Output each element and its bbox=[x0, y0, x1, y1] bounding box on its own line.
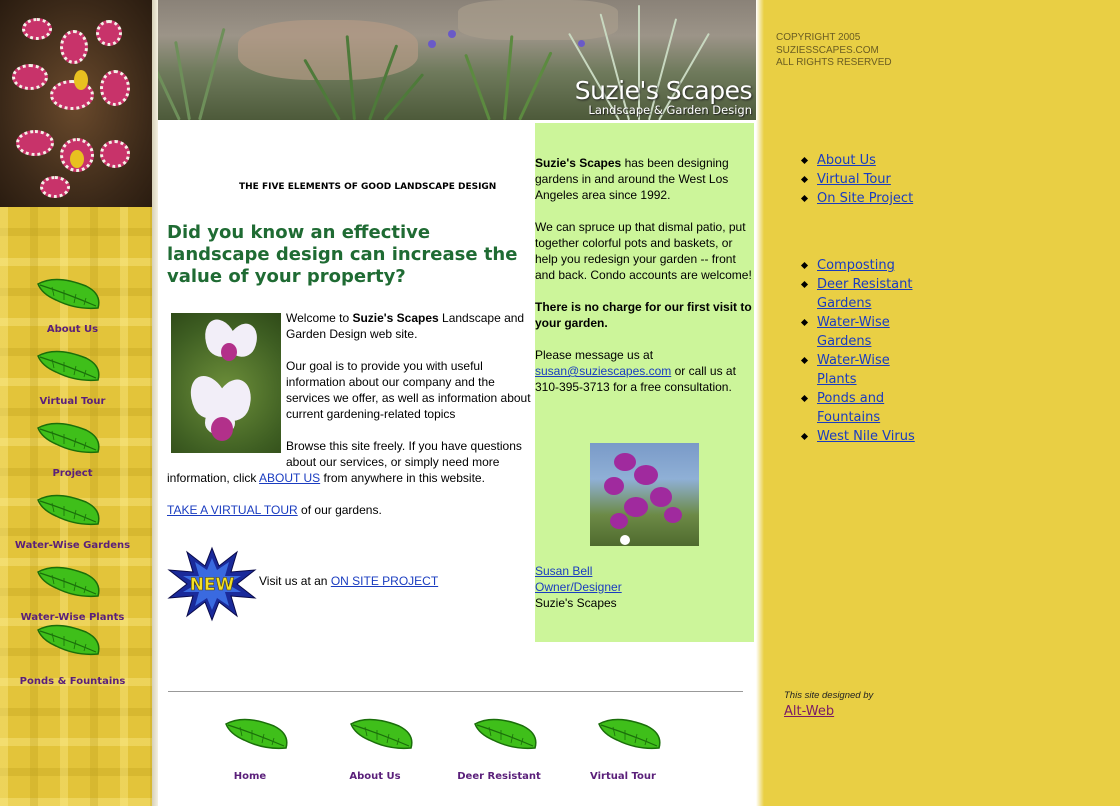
bottom-nav-label[interactable]: Deer Resistant bbox=[457, 771, 541, 782]
diamond-bullet-icon bbox=[801, 395, 808, 402]
leaf-icon[interactable] bbox=[349, 716, 415, 752]
left-nav-label[interactable]: Water-Wise Plants bbox=[20, 612, 125, 623]
leaf-icon[interactable] bbox=[36, 276, 102, 312]
bottom-nav-label[interactable]: Home bbox=[233, 771, 267, 782]
ponds-fountains-link[interactable]: Ponds and Fountains bbox=[817, 391, 885, 425]
new-badge-text: NEW bbox=[189, 575, 235, 595]
diamond-bullet-icon bbox=[801, 195, 808, 202]
bottom-nav-home[interactable] bbox=[200, 716, 300, 796]
about-panel-text bbox=[535, 155, 754, 411]
left-nav-label[interactable]: About Us bbox=[46, 324, 99, 335]
header-banner bbox=[158, 0, 756, 120]
browse-post: from anywhere in this website. bbox=[320, 471, 485, 485]
virtual-tour-link[interactable]: Virtual Tour bbox=[817, 172, 891, 187]
intro-paragraph bbox=[535, 155, 754, 203]
left-nav-ponds-fountains[interactable] bbox=[0, 630, 152, 702]
divider bbox=[168, 691, 743, 692]
about-panel bbox=[535, 123, 754, 642]
left-nav-project[interactable] bbox=[0, 414, 152, 486]
left-nav-label[interactable]: Ponds & Fountains bbox=[19, 676, 126, 687]
left-nav-label[interactable]: Project bbox=[52, 468, 93, 479]
leaf-icon[interactable] bbox=[36, 622, 102, 658]
copyright-line: COPYRIGHT 2005 bbox=[776, 32, 861, 43]
water-wise-plants-link[interactable]: Water-Wise Plants bbox=[817, 353, 890, 387]
left-nav-virtual-tour[interactable] bbox=[0, 342, 152, 414]
goal-paragraph: Our goal is to provide you with useful information about our company and the services we offer, as well as information about current gardening-related topics bbox=[286, 359, 531, 421]
signature-company: Suzie's Scapes bbox=[535, 596, 617, 610]
leaf-icon[interactable] bbox=[36, 564, 102, 600]
diamond-bullet-icon bbox=[801, 433, 808, 440]
welcome-company: Suzie's Scapes bbox=[352, 311, 439, 325]
orchid-photo bbox=[0, 0, 152, 207]
bottom-nav-deer-resistant[interactable] bbox=[449, 716, 549, 796]
leaf-icon[interactable] bbox=[36, 492, 102, 528]
new-starburst-icon[interactable] bbox=[167, 546, 257, 622]
primary-links bbox=[800, 151, 930, 208]
bottom-nav-label[interactable]: Virtual Tour bbox=[590, 771, 656, 782]
diamond-bullet-icon bbox=[801, 262, 808, 269]
copyright-notice bbox=[776, 32, 892, 70]
bottom-nav bbox=[188, 716, 708, 796]
list-item bbox=[800, 313, 930, 351]
email-link[interactable]: susan@suziescapes.com bbox=[535, 364, 672, 378]
leaf-icon[interactable] bbox=[597, 716, 663, 752]
owner-name-link[interactable]: Susan Bell bbox=[535, 564, 593, 578]
deer-resistant-link[interactable]: Deer Resistant Gardens bbox=[817, 277, 913, 311]
page-headline: Did you know an effective landscape design can increase the value of your property? bbox=[167, 222, 518, 287]
list-item bbox=[800, 170, 930, 189]
left-sidebar bbox=[0, 0, 152, 806]
browse-pre: Browse this site freely. If you have questions about our services, or simply need more information, click bbox=[167, 439, 522, 485]
bottom-nav-virtual-tour[interactable] bbox=[573, 716, 673, 796]
list-item bbox=[800, 151, 930, 170]
topic-links bbox=[800, 256, 930, 446]
welcome-post: Landscape and Garden Design web site. bbox=[286, 311, 525, 341]
contact-post: or call us at 310-395-3713 for a free consultation. bbox=[535, 364, 736, 394]
contact-paragraph bbox=[535, 347, 754, 395]
west-nile-virus-link[interactable]: West Nile Virus bbox=[817, 429, 915, 444]
water-wise-gardens-link[interactable]: Water-Wise Gardens bbox=[817, 315, 890, 349]
left-nav bbox=[0, 270, 152, 702]
owner-title-link[interactable]: Owner/Designer bbox=[535, 580, 622, 594]
company-name: Suzie's Scapes bbox=[535, 156, 622, 170]
list-item bbox=[800, 351, 930, 389]
diamond-bullet-icon bbox=[801, 176, 808, 183]
composting-link[interactable]: Composting bbox=[817, 258, 895, 273]
purple-orchid-photo bbox=[590, 443, 699, 546]
diamond-bullet-icon bbox=[801, 281, 808, 288]
copyright-line: SUZIESSCAPES.COM bbox=[776, 44, 879, 56]
no-charge-paragraph bbox=[535, 299, 754, 331]
left-nav-water-wise-plants[interactable] bbox=[0, 558, 152, 630]
list-item bbox=[800, 427, 930, 446]
list-item bbox=[800, 275, 930, 313]
signature-block bbox=[535, 563, 622, 611]
tour-post: of our gardens. bbox=[297, 503, 382, 517]
services-paragraph: We can spruce up that dismal patio, put together colorful pots and baskets, or help you redesign your garden -- front and back. Condo accounts are welcome! bbox=[535, 220, 752, 282]
welcome-pre: Welcome to bbox=[286, 311, 353, 325]
diamond-bullet-icon bbox=[801, 319, 808, 326]
leaf-icon[interactable] bbox=[36, 420, 102, 456]
leaf-icon[interactable] bbox=[224, 716, 290, 752]
visit-text bbox=[259, 574, 438, 588]
virtual-tour-link[interactable]: TAKE A VIRTUAL TOUR bbox=[167, 503, 298, 517]
column-shadow bbox=[756, 0, 764, 806]
copyright-line: ALL RIGHTS RESERVED bbox=[776, 57, 892, 68]
leaf-icon[interactable] bbox=[36, 348, 102, 384]
on-site-project-link[interactable]: On Site Project bbox=[817, 191, 914, 206]
site-subtitle: Landscape & Garden Design bbox=[588, 103, 752, 117]
left-nav-label[interactable]: Virtual Tour bbox=[39, 396, 106, 407]
right-sidebar bbox=[756, 0, 1120, 806]
about-us-link[interactable]: ABOUT US bbox=[259, 471, 321, 485]
contact-pre: Please message us at bbox=[535, 348, 654, 362]
list-item bbox=[800, 389, 930, 427]
list-item bbox=[800, 256, 930, 275]
tour-paragraph bbox=[167, 502, 533, 518]
white-orchid-photo bbox=[171, 313, 281, 453]
intro-text bbox=[167, 310, 533, 534]
bottom-nav-about-us[interactable] bbox=[325, 716, 425, 796]
visit-pre: Visit us at an bbox=[259, 574, 331, 588]
left-nav-about-us[interactable] bbox=[0, 270, 152, 342]
diamond-bullet-icon bbox=[801, 157, 808, 164]
left-nav-water-wise-gardens[interactable] bbox=[0, 486, 152, 558]
bottom-nav-label[interactable]: About Us bbox=[349, 771, 401, 782]
leaf-icon[interactable] bbox=[473, 716, 539, 752]
no-charge-text: There is no charge for our first visit to your garden. bbox=[535, 300, 752, 330]
site-title: Suzie's Scapes bbox=[574, 76, 752, 105]
section-heading: THE FIVE ELEMENTS OF GOOD LANDSCAPE DESIGN bbox=[239, 182, 497, 192]
diamond-bullet-icon bbox=[801, 357, 808, 364]
intro-rest: has been designing gardens in and around the West Los Angeles area since 1992. bbox=[535, 156, 729, 202]
left-nav-label[interactable]: Water-Wise Gardens bbox=[14, 540, 131, 551]
about-us-link[interactable]: About Us bbox=[817, 153, 876, 168]
designer-link[interactable]: Alt-Web bbox=[784, 704, 835, 719]
on-site-project-link[interactable]: ON SITE PROJECT bbox=[330, 574, 439, 588]
designed-by-text: This site designed by bbox=[784, 690, 874, 701]
list-item bbox=[800, 189, 930, 208]
